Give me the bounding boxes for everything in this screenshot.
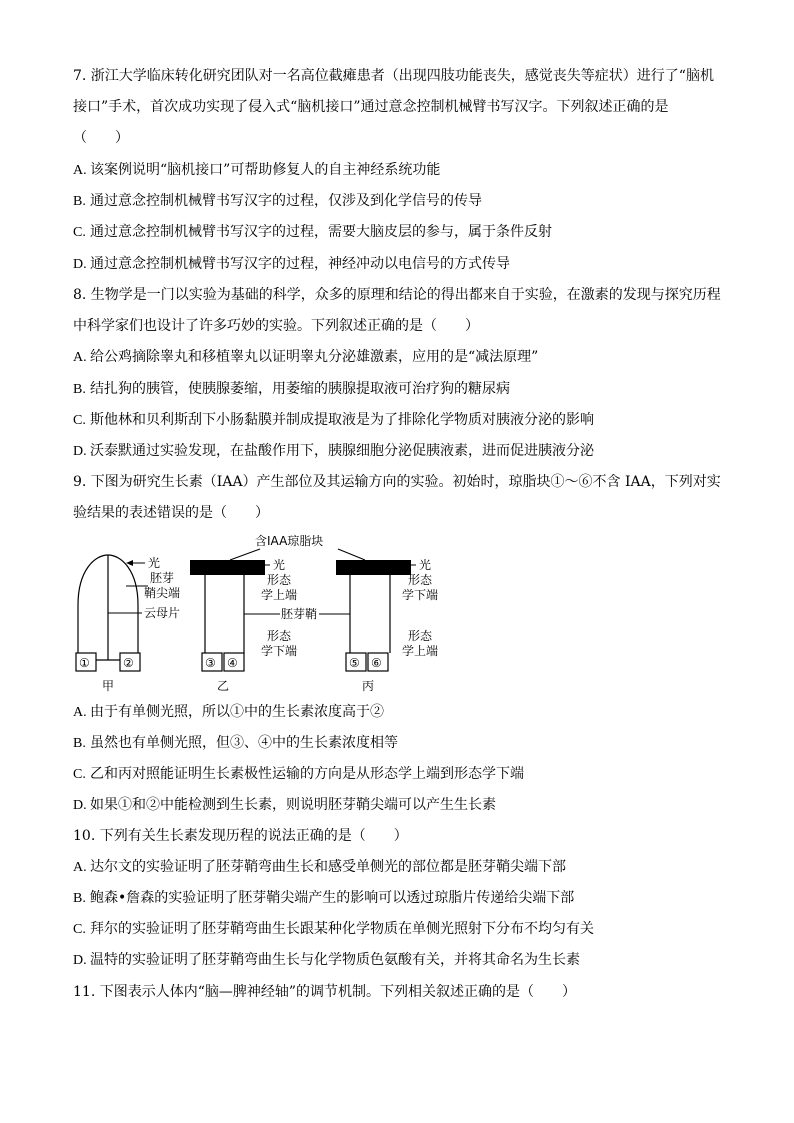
coleoptile-label: 胚芽鞘 [281,607,318,621]
upper-label-line-2: 学下端 [402,588,439,602]
q10-stem-line-1: 10. 下列有关生长素发现历程的说法正确的是（ ） [73,828,408,844]
q8-option-d: D. 沃泰默通过实验发现，在盐酸作用下，胰腺细胞分泌促胰液素，进而促进胰液分泌 [73,443,594,459]
q7-stem-line-3: （ ） [73,130,129,146]
mica-label: 云母片 [144,606,181,620]
q9-stem-line-2: 验结果的表述错误的是（ ） [73,505,269,521]
lower-label-line-2: 学下端 [261,644,298,658]
q9-option-c: C. 乙和丙对照能证明生长素极性运输的方向是从形态学上端到形态学下端 [73,766,524,782]
q8-stem-line-2: 中科学家们也设计了许多巧妙的实验。下列叙述正确的是（ ） [73,318,479,334]
q9-option-b: B. 虽然也有单侧光照，但③、④中的生长素浓度相等 [73,735,398,751]
lower-label-line-1: 形态 [267,629,292,643]
block-label-5: ⑤ [349,656,360,670]
light-label: 光 [419,558,432,572]
tip-label-line-2: 鞘尖端 [144,586,181,600]
setup-name-yi: 乙 [217,679,230,693]
setup-jia [76,555,180,693]
block-label-3: ③ [205,656,216,670]
tip-label-line-1: 胚芽 [150,571,175,585]
setup-bing [336,557,438,693]
light-label: 光 [148,556,161,570]
block-label-1: ① [79,656,90,670]
light-label: 光 [273,558,286,572]
iaa-agar-block-label: 含IAA琼脂块 [255,534,324,548]
setup-yi [190,557,350,693]
q9-option-d: D. 如果①和②中能检测到生长素，则说明胚芽鞘尖端可以产生生长素 [73,797,496,813]
block-label-6: ⑥ [371,656,382,670]
lower-label-line-1: 形态 [408,629,433,643]
q8-stem-line-1: 8. 生物学是一门以实验为基础的科学，众多的原理和结论的得出都来自于实验，在激素的发现与探究历程 [73,287,721,303]
setup-name-bing: 丙 [362,679,375,693]
q9-option-a: A. 由于有单侧光照，所以①中的生长素浓度高于② [73,704,384,720]
q8-option-b: B. 结扎狗的胰管，使胰腺萎缩，用萎缩的胰腺提取液可治疗狗的糖尿病 [73,381,510,397]
q9-stem-line-1: 9. 下图为研究生长素（IAA）产生部位及其运输方向的实验。初始时，琼脂块①～⑥不含 IAA，下列对实 [73,474,721,490]
iaa-experiment-figure [60,530,460,695]
q7-stem-line-2: 接口”手术，首次成功实现了侵入式“脑机接口”通过意念控制机械臂书写汉字。下列叙述正确的是 [73,99,669,115]
q7-option-b: B. 通过意念控制机械臂书写汉字的过程，仅涉及到化学信号的传导 [73,193,482,209]
block-label-2: ② [123,656,134,670]
lower-label-line-2: 学上端 [402,644,439,658]
block-label-4: ④ [227,656,238,670]
upper-label-line-2: 学上端 [261,588,298,602]
q7-option-c: C. 通过意念控制机械臂书写汉字的过程，需要大脑皮层的参与，属于条件反射 [73,224,552,240]
setup-name-jia: 甲 [102,679,115,693]
q10-option-d: D. 温特的实验证明了胚芽鞘弯曲生长与化学物质色氨酸有关，并将其命名为生长素 [73,952,580,968]
q8-option-c: C. 斯他林和贝利斯刮下小肠黏膜并制成提取液是为了排除化学物质对胰液分泌的影响 [73,412,594,428]
iaa-agar-block-bing [336,560,411,575]
q7-option-d: D. 通过意念控制机械臂书写汉字的过程，神经冲动以电信号的方式传导 [73,256,510,272]
upper-label-line-1: 形态 [267,573,292,587]
q11-stem-line-1: 11. 下图表示人体内“脑—脾神经轴”的调节机制。下列相关叙述正确的是（ ） [73,984,577,1000]
q8-option-a: A. 给公鸡摘除睾丸和移植睾丸以证明睾丸分泌雄激素，应用的是“减法原理” [73,349,539,365]
iaa-agar-block-yi [190,560,265,575]
q7-option-a: A. 该案例说明“脑机接口”可帮助修复人的自主神经系统功能 [73,162,441,178]
q7-stem-line-1: 7. 浙江大学临床转化研究团队对一名高位截瘫患者（出现四肢功能丧失，感觉丧失等症状）进行了“脑机 [73,68,714,84]
q10-option-c: C. 拜尔的实验证明了胚芽鞘弯曲生长跟某种化学物质在单侧光照射下分布不均匀有关 [73,921,594,937]
upper-label-line-1: 形态 [408,573,433,587]
q10-option-a: A. 达尔文的实验证明了胚芽鞘弯曲生长和感受单侧光的部位都是胚芽鞘尖端下部 [73,859,566,875]
q10-option-b: B. 鲍森•詹森的实验证明了胚芽鞘尖端产生的影响可以透过琼脂片传递给尖端下部 [73,890,575,906]
